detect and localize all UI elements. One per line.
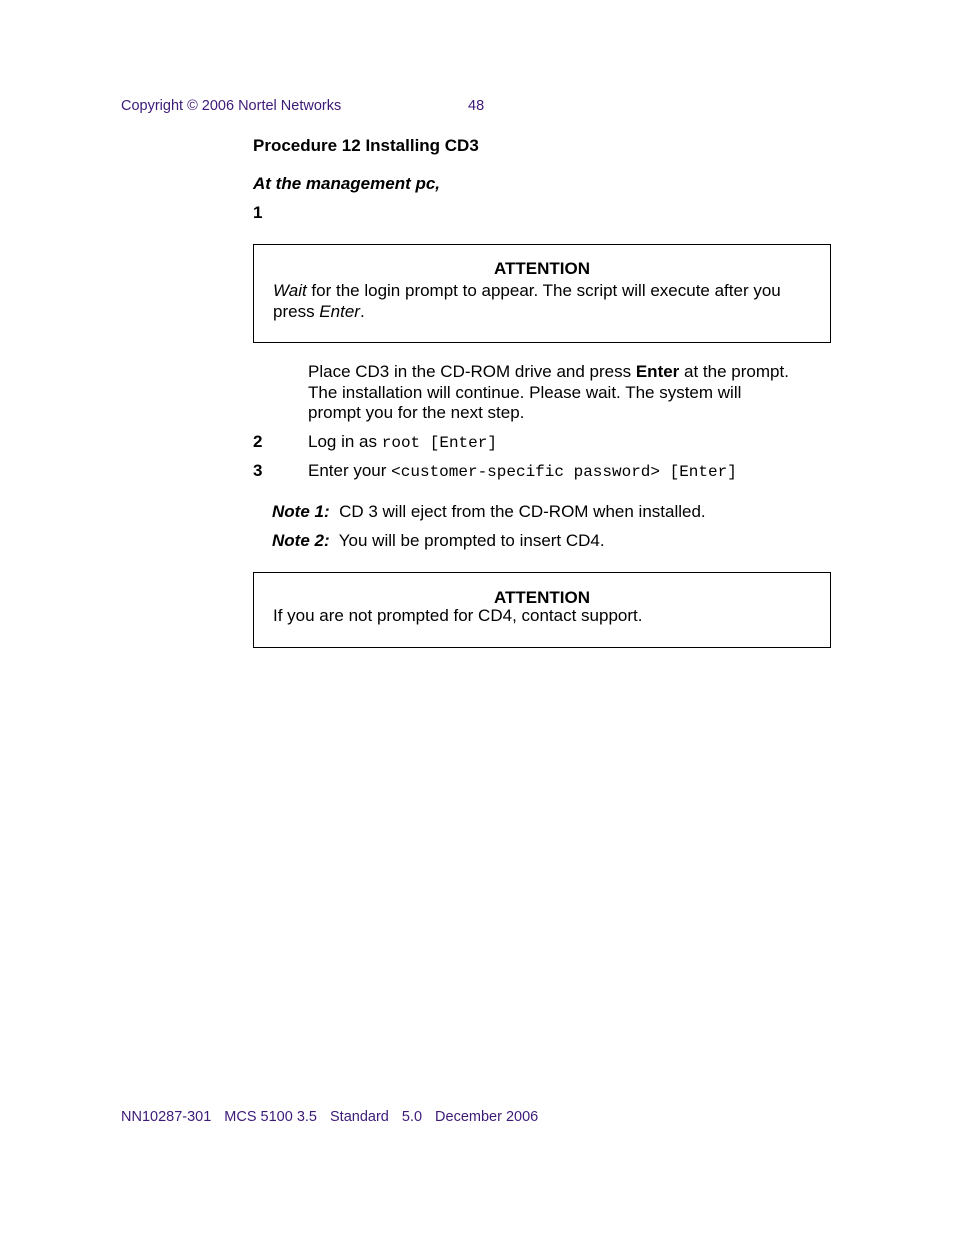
procedure-title: Procedure 12 Installing CD3: [253, 136, 479, 155]
attention-text: Wait for the login prompt to appear. The script will execute after you press Enter.: [273, 281, 781, 321]
enter-key: Enter: [635, 362, 680, 381]
attention-box-1: [253, 244, 831, 343]
footer-product: MCS 5100 3.5: [224, 1109, 317, 1125]
attention-box-2: [253, 572, 831, 648]
note-1: Note 1: CD 3 will eject from the CD-ROM when installed.: [272, 502, 706, 521]
attention-text-2: If you are not prompted for CD4, contact support.: [273, 606, 643, 625]
step-1-number: 1: [253, 203, 263, 222]
step-3-code: <customer-specific password> [Enter]: [391, 463, 737, 481]
attention-heading-2: ATTENTION: [493, 588, 590, 607]
step-1-text: Place CD3 in the CD-ROM drive and press Enter at the prompt. The installation will continue. Please wait. The system will prompt you for the next step.: [308, 362, 789, 422]
attention-heading: ATTENTION: [493, 259, 590, 278]
footer-version: 5.0: [401, 1109, 423, 1125]
step-3-number: 3: [253, 461, 263, 480]
step-2-code: root [Enter]: [381, 434, 497, 452]
step-2-number: 2: [253, 432, 263, 451]
header-copyright: Copyright © 2006 Nortel Networks: [121, 98, 342, 114]
procedure-context: At the management pc,: [253, 174, 441, 193]
page-number: 48: [468, 98, 485, 114]
footer-status: Standard: [330, 1109, 389, 1125]
attention-wait: Wait: [273, 281, 307, 300]
step-3-text: Enter your <customer-specific password> [Enter]: [308, 461, 737, 481]
footer-doc-number: NN10287-301: [121, 1109, 212, 1125]
note-2: Note 2: You will be prompted to insert CD4.: [272, 531, 605, 550]
step-2-text: Log in as root [Enter]: [308, 432, 497, 452]
footer: [121, 1109, 551, 1125]
footer-date: December 2006: [435, 1109, 539, 1125]
attention-enter: Enter: [319, 301, 360, 321]
